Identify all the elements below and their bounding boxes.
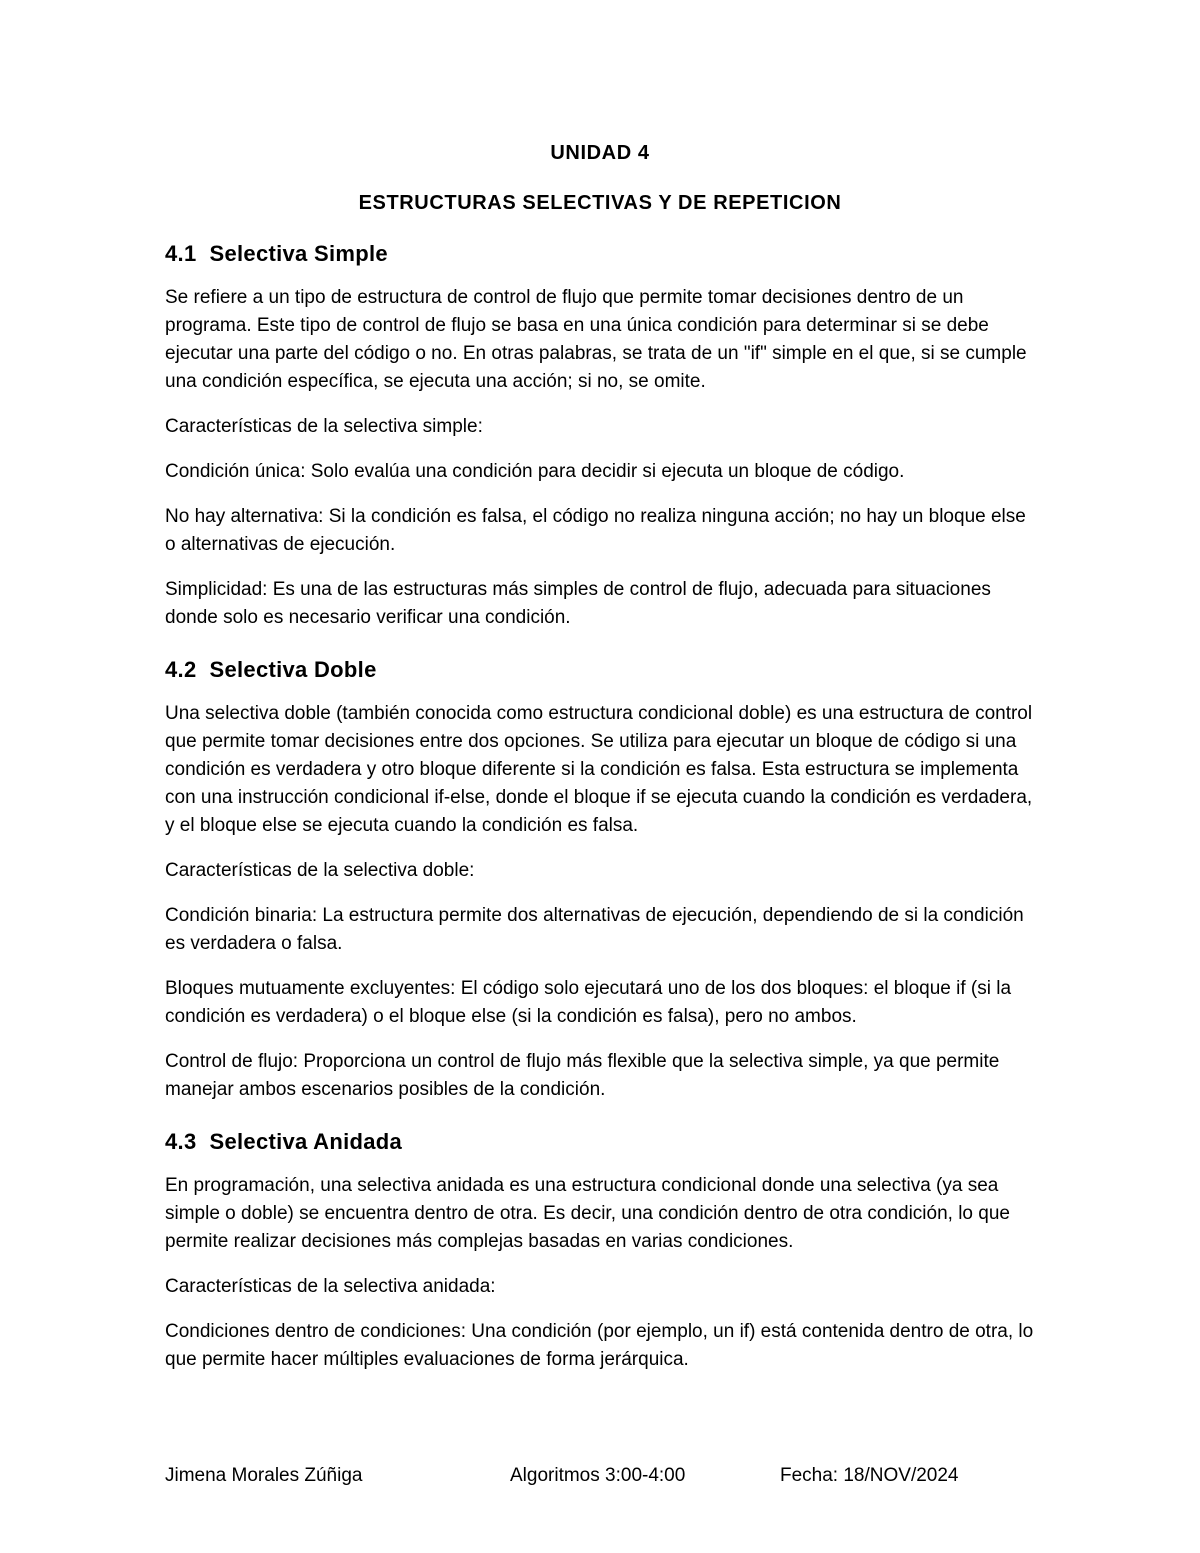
section-title: Selectiva Anidada — [209, 1129, 403, 1154]
paragraph: Bloques mutuamente excluyentes: El código solo ejecutará uno de los dos bloques: el bloque if (si la condición es verdadera) o el bloque else (si la condición es falsa), pero no ambos. — [165, 978, 1012, 1027]
footer-author: Jimena Morales Zúñiga — [165, 1465, 363, 1486]
paragraph: Simplicidad: Es una de las estructuras más simples de control de flujo, adecuada para situaciones donde solo es necesario verificar una condición. — [165, 579, 991, 628]
section-heading-4-2 — [165, 656, 1035, 684]
section-title: Selectiva Simple — [209, 241, 388, 266]
paragraph: Características de la selectiva doble: — [165, 860, 475, 881]
paragraph: En programación, una selectiva anidada es una estructura condicional donde una selectiva (ya sea simple o doble) se encuentra dentro de otra. Es decir, una condición dentro de otra condición, lo que permite realizar decisiones más complejas basadas en varias condiciones. — [165, 1175, 1010, 1252]
paragraph: Condición única: Solo evalúa una condición para decidir si ejecuta un bloque de código. — [165, 461, 905, 482]
section-heading-4-3 — [165, 1128, 1035, 1156]
footer-date: Fecha: 18/NOV/2024 — [780, 1465, 959, 1486]
paragraph: Se refiere a un tipo de estructura de control de flujo que permite tomar decisiones dentro de un programa. Este tipo de control de flujo se basa en una única condición para determinar si se debe ejecutar una parte del código o no. En otras palabras, se trata de un "if" simple en el que, si se cumple una condición específica, se ejecuta una acción; si no, se omite. — [165, 287, 1027, 392]
document-content — [165, 140, 1035, 1391]
doc-title: UNIDAD 4 — [550, 142, 650, 164]
footer-course: Algoritmos 3:00-4:00 — [510, 1465, 686, 1486]
section-number: 4.2 — [165, 657, 197, 682]
paragraph: No hay alternativa: Si la condición es falsa, el código no realiza ninguna acción; no hay un bloque else o alternativas de ejecución. — [165, 506, 1026, 555]
paragraph: Condiciones dentro de condiciones: Una condición (por ejemplo, un if) está contenida dentro de otra, lo que permite hacer múltiples evaluaciones de forma jerárquica. — [165, 1321, 1034, 1370]
paragraph: Condición binaria: La estructura permite dos alternativas de ejecución, dependiendo de si la condición es verdadera o falsa. — [165, 905, 1024, 954]
section-number: 4.1 — [165, 241, 197, 266]
section-number: 4.3 — [165, 1129, 197, 1154]
doc-subtitle: ESTRUCTURAS SELECTIVAS Y DE REPETICION — [358, 192, 842, 214]
paragraph: Una selectiva doble (también conocida como estructura condicional doble) es una estructura de control que permite tomar decisiones entre dos opciones. Se utiliza para ejecutar un bloque de código si una condición es verdadera y otro bloque diferente si la condición es falsa. Esta estructura se implementa con una instrucción condicional if-else, donde el bloque if se ejecuta cuando la condición es verdadera, y el bloque else se ejecuta cuando la condición es falsa. — [165, 703, 1033, 836]
page-footer — [165, 1462, 1035, 1490]
paragraph: Características de la selectiva simple: — [165, 416, 483, 437]
paragraph: Control de flujo: Proporciona un control de flujo más flexible que la selectiva simple, ya que permite manejar ambos escenarios posibles de la condición. — [165, 1051, 1000, 1100]
section-title: Selectiva Doble — [209, 657, 377, 682]
section-heading-4-1 — [165, 240, 1035, 268]
paragraph: Características de la selectiva anidada: — [165, 1276, 496, 1297]
